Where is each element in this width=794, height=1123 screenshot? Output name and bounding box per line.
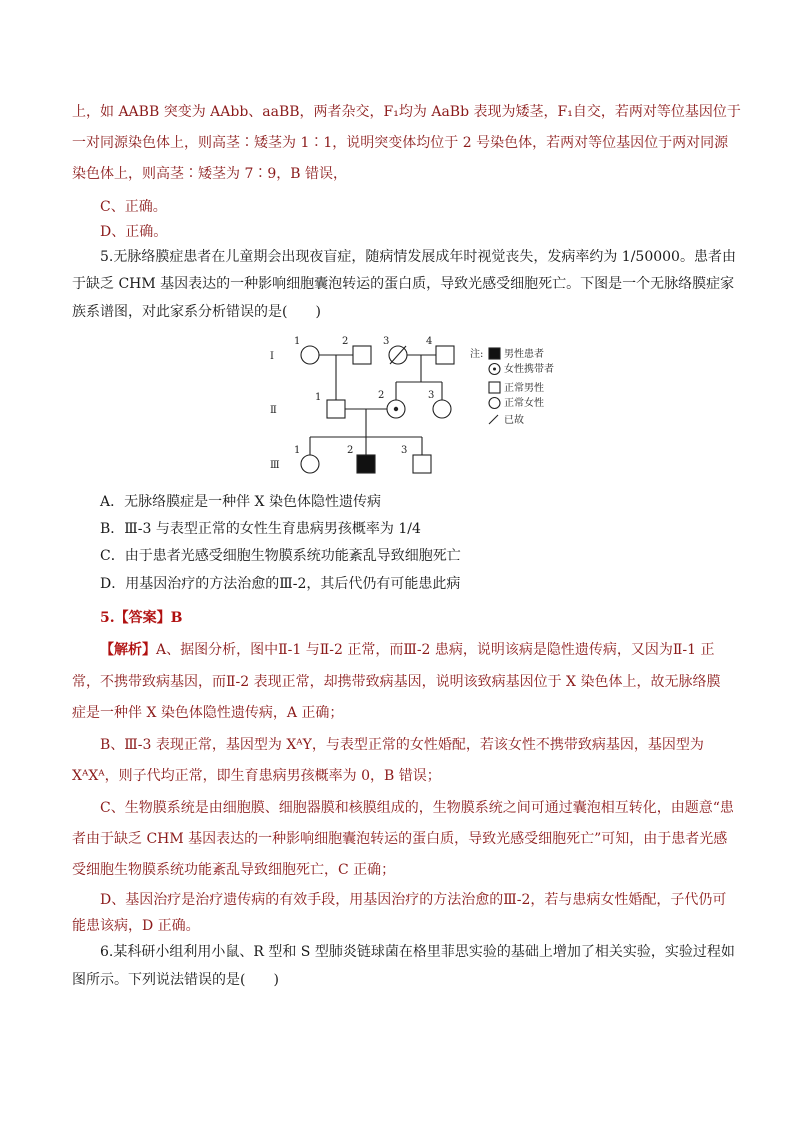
- legend-carrier-female: 女性携带者: [504, 364, 554, 375]
- gen3-affected-male-2: [357, 455, 375, 473]
- gen3-female-1: [301, 455, 319, 473]
- question5-line-2: 于缺乏 CHM 基因表达的一种影响细胞囊泡转运的蛋白质，导致光感受细胞死亡。下图是一个无脉络膜症家: [72, 276, 735, 292]
- top-paragraph-line-2: 一对同源染色体上，则高茎∶矮茎为 1∶1，说明突变体均位于 2 号染色体，若两对等位基因位于两对同源: [72, 135, 729, 151]
- answer-label: 5.【答案】B: [100, 610, 183, 626]
- legend-deceased: 已故: [504, 415, 524, 426]
- legend-normal-female-symbol: [489, 398, 500, 409]
- analysis-c-line-1: C、生物膜系统是由细胞膜、细胞器膜和核膜组成的，生物膜系统之间可通过囊泡相互转化，由题意“患: [100, 800, 734, 816]
- analysis-a-line-3: 症是一种伴 X 染色体隐性遗传病，A 正确；: [72, 705, 344, 721]
- analysis-d-line-2: 能患该病，D 正确。: [72, 918, 200, 934]
- analysis-d-line-1: D、基因治疗是治疗遗传病的有效手段，用基因治疗的方法治愈的Ⅲ-2，若与患病女性婚配，子代仍可: [100, 892, 727, 908]
- analysis-c-line-2: 者由于缺乏 CHM 基因表达的一种影响细胞囊泡转运的蛋白质，导致光感受细胞死亡”可知，由于患者光感: [72, 831, 728, 847]
- top-paragraph-line-3: 染色体上，则高茎∶矮茎为 7∶9，B 错误，: [72, 166, 348, 182]
- gen1-num-2: 2: [342, 336, 349, 347]
- top-paragraph-line-1: 上，如 AABB 突变为 AAbb、aaBB，两者杂交，F₁均为 AaBb 表现为矮茎，F₁自交，若两对等位基因位于: [72, 104, 741, 120]
- legend-carrier-dot: [493, 368, 496, 371]
- gen3-num-3: 3: [401, 445, 408, 456]
- option-a: A．无脉络膜症是一种伴 X 染色体隐性遗传病: [100, 494, 381, 510]
- legend-deceased-symbol: [489, 415, 498, 424]
- gen3-num-2: 2: [347, 445, 354, 456]
- question5-line-1: 5.无脉络膜症患者在儿童期会出现夜盲症，随病情发展成年时视觉丧失，发病率约为 1/50000。患者由: [100, 249, 736, 265]
- gen1-num-3: 3: [383, 336, 390, 347]
- gen-label-2: Ⅱ: [270, 405, 277, 416]
- option-d-correct: D、正确。: [100, 224, 168, 240]
- analysis-c-line-3: 受细胞生物膜系统功能紊乱导致细胞死亡，C 正确；: [72, 862, 396, 878]
- analysis-b-line-2: XᴬXᴬ，则子代均正常，即生育患病男孩概率为 0，B 错误；: [72, 768, 441, 784]
- gen-label-1: Ⅰ: [270, 351, 274, 362]
- analysis-a-line-2: 常，不携带致病基因，而Ⅱ-2 表现正常，却携带致病基因，说明该致病基因位于 X 染色体上，故无脉络膜: [72, 674, 721, 690]
- gen1-male-2: [353, 346, 371, 364]
- legend-normal-female: 正常女性: [504, 398, 544, 409]
- option-c-correct: C、正确。: [100, 199, 167, 215]
- option-b: B．Ⅲ-3 与表型正常的女性生育患病男孩概率为 1/4: [100, 521, 421, 537]
- pedigree-chart: [258, 330, 568, 480]
- analysis-a-line-1: [100, 640, 715, 660]
- analysis-b-line-1: B、Ⅲ-3 表现正常，基因型为 XᴬY，与表型正常的女性婚配，若该女性不携带致病基因，基因型为: [100, 737, 704, 753]
- gen-label-3: Ⅲ: [270, 460, 280, 471]
- gen2-female-3: [433, 400, 451, 418]
- question5-line-3: 族系谱图，对此家系分析错误的是( ): [72, 304, 321, 320]
- gen1-num-4: 4: [426, 336, 433, 347]
- gen2-num-3: 3: [428, 390, 435, 401]
- gen2-num-1: 1: [315, 392, 322, 403]
- question6-line-2: 图所示。下列说法错误的是( ): [72, 972, 279, 988]
- carrier-dot: [394, 407, 398, 411]
- option-c: C．由于患者光感受细胞生物膜系统功能紊乱导致细胞死亡: [100, 548, 461, 564]
- gen3-male-3: [413, 455, 431, 473]
- legend-affected-male: 男性患者: [504, 349, 544, 360]
- legend-title: 注:: [470, 349, 484, 360]
- analysis-tag: 【解析】: [100, 642, 156, 658]
- gen2-num-2: 2: [378, 390, 385, 401]
- legend-normal-male-symbol: [489, 382, 500, 393]
- gen1-male-4: [436, 346, 454, 364]
- question6-line-1: 6.某科研小组利用小鼠、R 型和 S 型肺炎链球菌在格里菲思实验的基础上增加了相关实验，实验过程如: [100, 944, 735, 960]
- analysis-a-text-1: A、据图分析，图中Ⅱ-1 与Ⅱ-2 正常，而Ⅲ-2 患病，说明该病是隐性遗传病，又因为Ⅱ-1 正: [156, 642, 715, 658]
- gen1-female-1: [301, 346, 319, 364]
- gen2-male-1: [327, 400, 345, 418]
- legend-affected-male-symbol: [489, 348, 500, 359]
- gen1-num-1: 1: [294, 336, 301, 347]
- option-d: D．用基因治疗的方法治愈的Ⅲ-2，其后代仍有可能患此病: [100, 576, 461, 592]
- gen3-num-1: 1: [294, 445, 301, 456]
- legend-normal-male: 正常男性: [504, 383, 544, 394]
